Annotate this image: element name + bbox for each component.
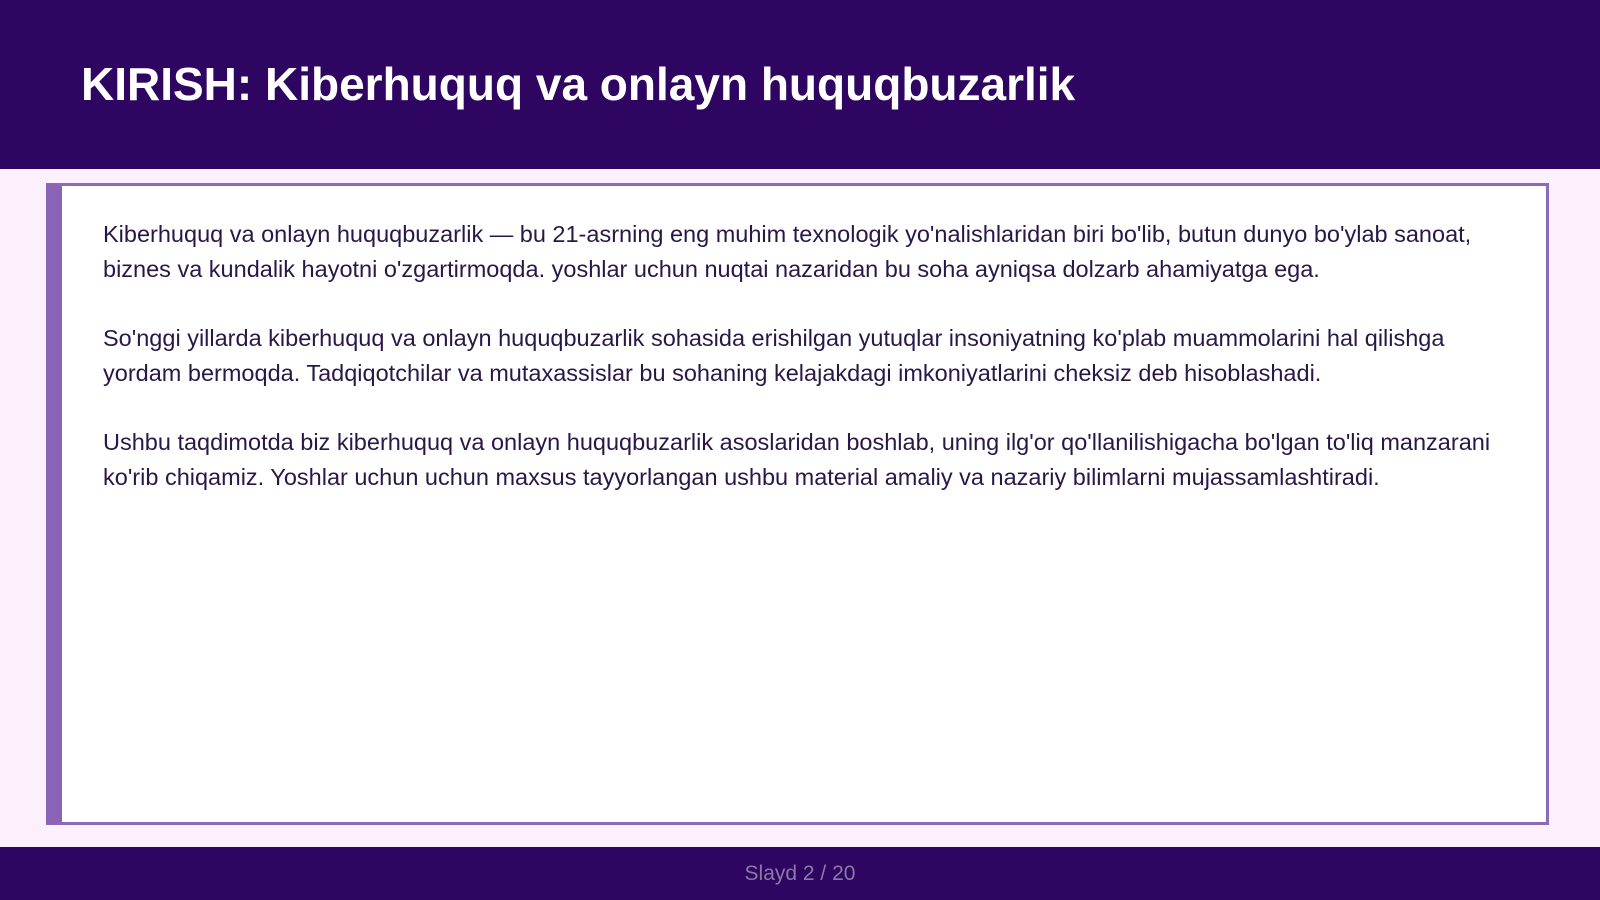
content-text <box>103 217 1503 529</box>
slide-footer <box>0 847 1600 900</box>
page-number: Slayd 2 / 20 <box>744 862 856 885</box>
paragraph-1: Kiberhuquq va onlayn huquqbuzarlik — bu 21-asrning eng muhim texnologik yo'nalishlaridan biri bo'lib, butun dunyo bo'ylab sanoat, biznes va kundalik hayotni o'zgartirmoqda. yoshlar uchun nuqtai nazaridan bu soha ayniqsa dolzarb ahamiyatga ega. <box>103 221 1472 282</box>
paragraph-2: So'nggi yillarda kiberhuquq va onlayn huquqbuzarlik sohasida erishilgan yutuqlar insoniyatning ko'plab muammolarini hal qilishga yordam bermoqda. Tadqiqotchilar va mutaxassislar bu sohaning kelajakdagi imkoniyatlarini cheksiz deb hisoblashadi. <box>103 325 1445 386</box>
slide-header <box>0 0 1600 169</box>
slide-title: KIRISH: Kiberhuquq va onlayn huquqbuzarlik <box>81 58 1076 110</box>
content-box <box>46 183 1549 825</box>
paragraph-3: Ushbu taqdimotda biz kiberhuquq va onlayn huquqbuzarlik asoslaridan boshlab, uning ilg'or qo'llanilishigacha bo'lgan to'liq manzarani ko'rib chiqamiz. Yoshlar uchun uchun maxsus tayyorlangan ushbu material amaliy va nazariy bilimlarni mujassamlashtiradi. <box>103 429 1491 490</box>
